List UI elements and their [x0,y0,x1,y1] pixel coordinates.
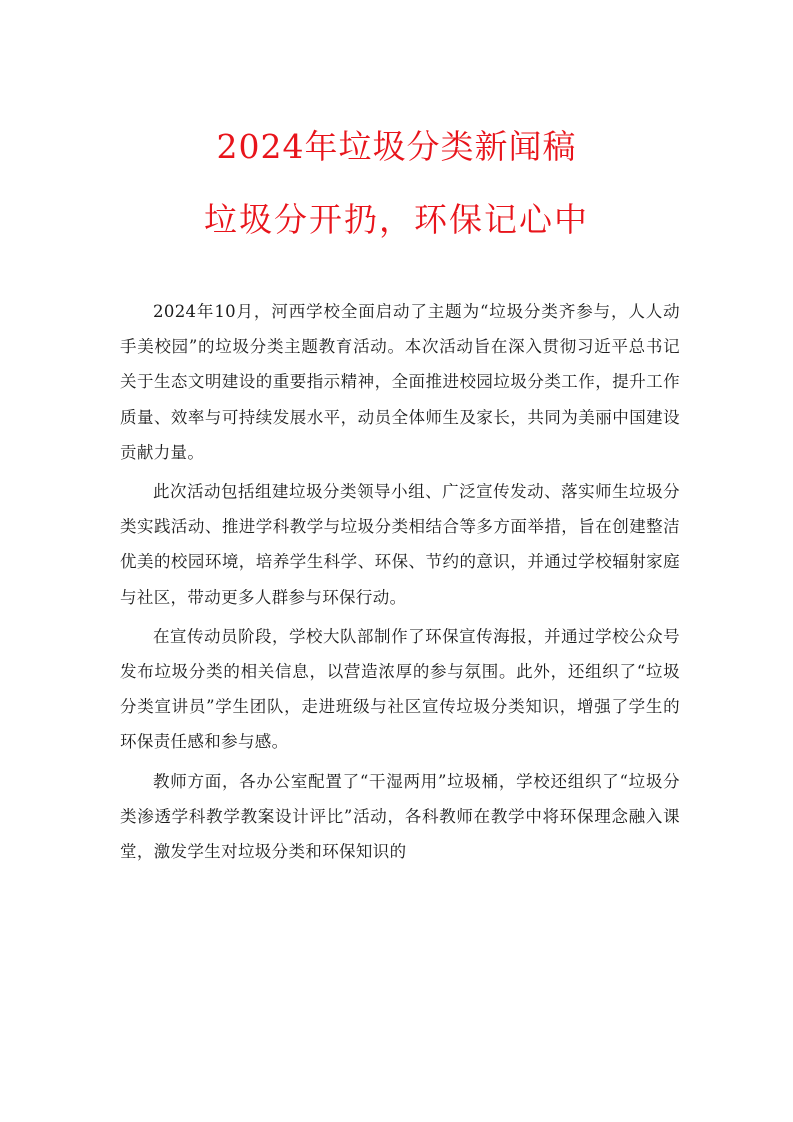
paragraph-4: 教师方面，各办公室配置了“干湿两用”垃圾桶，学校还组织了“垃圾分类渗透学科教学教案设计评比”活动，各科教师在教学中将环保理念融入课堂，激发学生对垃圾分类和环保知识的 [120,771,680,862]
document-subtitle: 垃圾分开扔，环保记心中 [204,200,589,239]
document-title: 2024年垃圾分类新闻稿 [216,127,577,166]
paragraph-3: 在宣传动员阶段，学校大队部制作了环保宣传海报，并通过学校公众号发布垃圾分类的相关信息，以营造浓厚的参与氛围。此外，还组织了“垃圾分类宣讲员”学生团队，走进班级与社区宣传垃圾分类知识，增强了学生的环保责任感和参与感。 [120,626,680,752]
document-body [120,294,680,873]
paragraph-1: 2024年10月，河西学校全面启动了主题为“垃圾分类齐参与，人人动手美校园”的垃圾分类主题教育活动。本次活动旨在深入贯彻习近平总书记关于生态文明建设的重要指示精神，全面推进校园垃圾分类工作，提升工作质量、效率与可持续发展水平，动员全体师生及家长，共同为美丽中国建设贡献力量。 [120,302,680,462]
paragraph-2: 此次活动包括组建垃圾分类领导小组、广泛宣传发动、落实师生垃圾分类实践活动、推进学科教学与垃圾分类相结合等多方面举措，旨在创建整洁优美的校园环境，培养学生科学、环保、节约的意识，并通过学校辐射家庭与社区，带动更多人群参与环保行动。 [120,482,680,607]
